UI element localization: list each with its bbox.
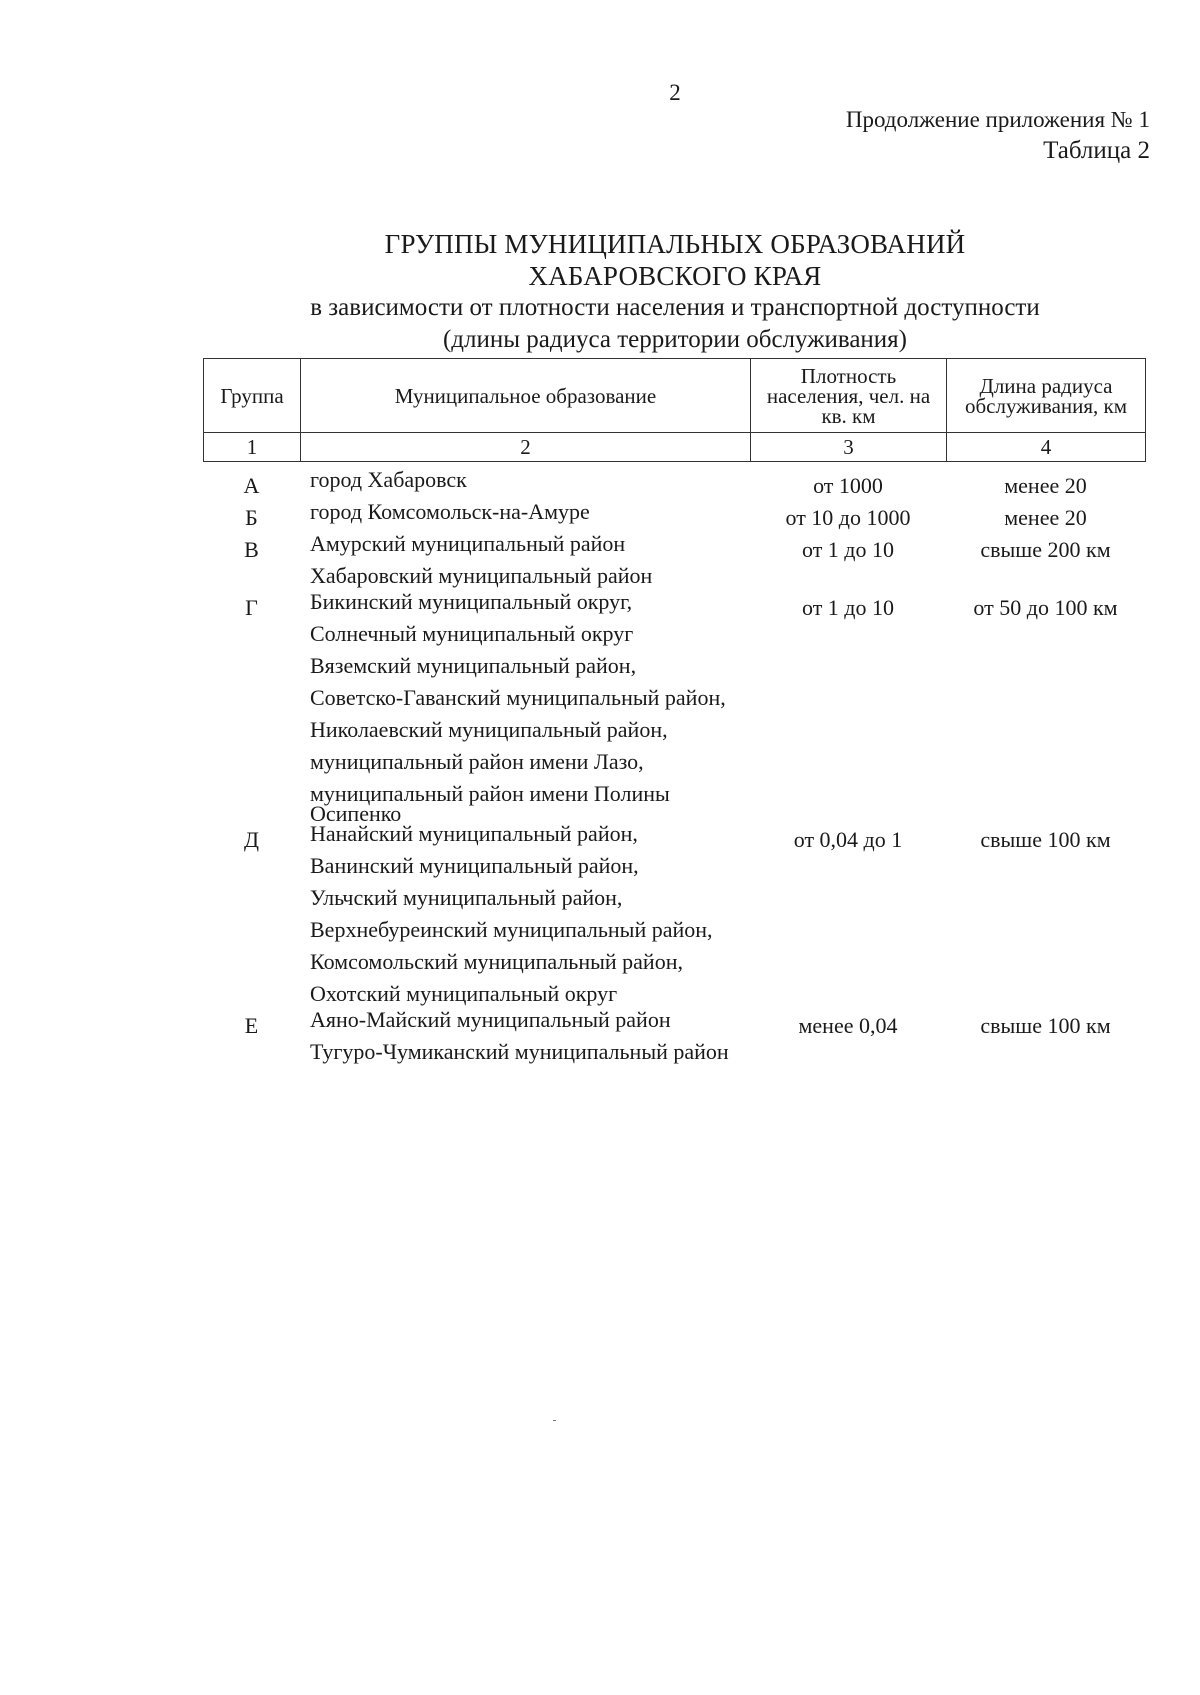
municipality-item: Ванинский муниципальный район, — [310, 853, 639, 878]
radius-value: свыше 200 км — [980, 537, 1111, 562]
municipality-item: Комсомольский муниципальный район, — [310, 949, 683, 974]
group-letter: Г — [245, 595, 258, 620]
municipality-list — [300, 589, 750, 826]
municipality-item: Ульчский муниципальный район, — [310, 885, 623, 910]
document-title — [0, 228, 1200, 356]
municipality-item: Хабаровский муниципальный район — [310, 563, 653, 588]
table-header-row — [204, 359, 1146, 433]
municipality-item: Тугуро-Чумиканский муниципальный район — [310, 1039, 729, 1064]
scan-speck — [553, 1420, 556, 1421]
municipality-item: Верхнебуреинский муниципальный район, — [310, 917, 713, 942]
radius-value: менее 20 — [1004, 505, 1087, 530]
table-body — [203, 467, 1145, 1068]
col-number-4: 4 — [947, 433, 1146, 462]
group-letter: В — [244, 537, 259, 562]
density-value: от 1000 — [813, 473, 883, 498]
title-line-4: (длины радиуса территории обслуживания) — [442, 326, 908, 353]
municipality-item: Солнечный муниципальный округ — [310, 621, 634, 646]
municipality-item: Амурский муниципальный район — [310, 531, 626, 556]
radius-value: свыше 100 км — [980, 827, 1111, 852]
density-value: от 1 до 10 — [801, 537, 895, 562]
col-number-3: 3 — [751, 433, 947, 462]
group-letter: Е — [244, 1013, 259, 1038]
group-letter: Д — [243, 827, 259, 852]
municipality-item: город Комсомольск-на-Амуре — [310, 499, 590, 524]
municipality-item: Нанайский муниципальный район, — [310, 821, 638, 846]
density-value: от 0,04 до 1 — [793, 827, 903, 852]
density-value: от 10 до 1000 — [785, 505, 911, 530]
header-group: Группа — [204, 359, 301, 433]
table-row — [203, 531, 1145, 592]
municipality-item: Аяно-Майский муниципальный район — [310, 1007, 671, 1032]
density-value: от 1 до 10 — [801, 595, 895, 620]
header-density: Плотность населения, чел. на кв. км — [751, 359, 947, 433]
header-municipality: Муниципальное образование — [301, 359, 751, 433]
table-number: Таблица 2 — [1043, 136, 1150, 164]
page-number: 2 — [669, 80, 681, 105]
table-row — [203, 589, 1145, 826]
municipality-item: муниципальный район имени Лазо, — [310, 749, 644, 774]
table-row — [203, 1007, 1145, 1068]
title-line-1: ГРУППЫ МУНИЦИПАЛЬНЫХ ОБРАЗОВАНИЙ — [384, 229, 966, 259]
municipality-item: город Хабаровск — [310, 467, 467, 492]
table-row — [203, 821, 1145, 1010]
document-header — [846, 106, 1150, 166]
municipality-item: Охотский муниципальный округ — [310, 981, 618, 1006]
density-value: менее 0,04 — [798, 1013, 898, 1038]
municipality-list — [300, 1007, 750, 1068]
col-number-2: 2 — [301, 433, 751, 462]
radius-value: свыше 100 км — [980, 1013, 1111, 1038]
group-letter: А — [243, 473, 260, 498]
table-header-grid — [203, 358, 1146, 462]
municipality-list — [300, 531, 750, 592]
title-line-3: в зависимости от плотности населения и транспортной доступности — [310, 294, 1040, 321]
municipality-list — [300, 821, 750, 1010]
title-line-2: ХАБАРОВСКОГО КРАЯ — [528, 261, 822, 291]
municipality-item: Бикинский муниципальный округ, — [310, 589, 633, 614]
municipality-item: Вяземский муниципальный район, — [310, 653, 637, 678]
municipality-item: муниципальный район имени Полины Осипенко — [310, 781, 670, 826]
radius-value: от 50 до 100 км — [973, 595, 1118, 620]
header-radius: Длина радиуса обслуживания, км — [947, 359, 1146, 433]
municipality-item: Николаевский муниципальный район, — [310, 717, 668, 742]
radius-value: менее 20 — [1004, 473, 1087, 498]
column-number-row — [204, 433, 1146, 462]
municipality-item: Советско-Гаванский муниципальный район, — [310, 685, 726, 710]
group-letter: Б — [245, 505, 258, 530]
col-number-1: 1 — [204, 433, 301, 462]
appendix-label: Продолжение приложения № 1 — [845, 107, 1150, 132]
